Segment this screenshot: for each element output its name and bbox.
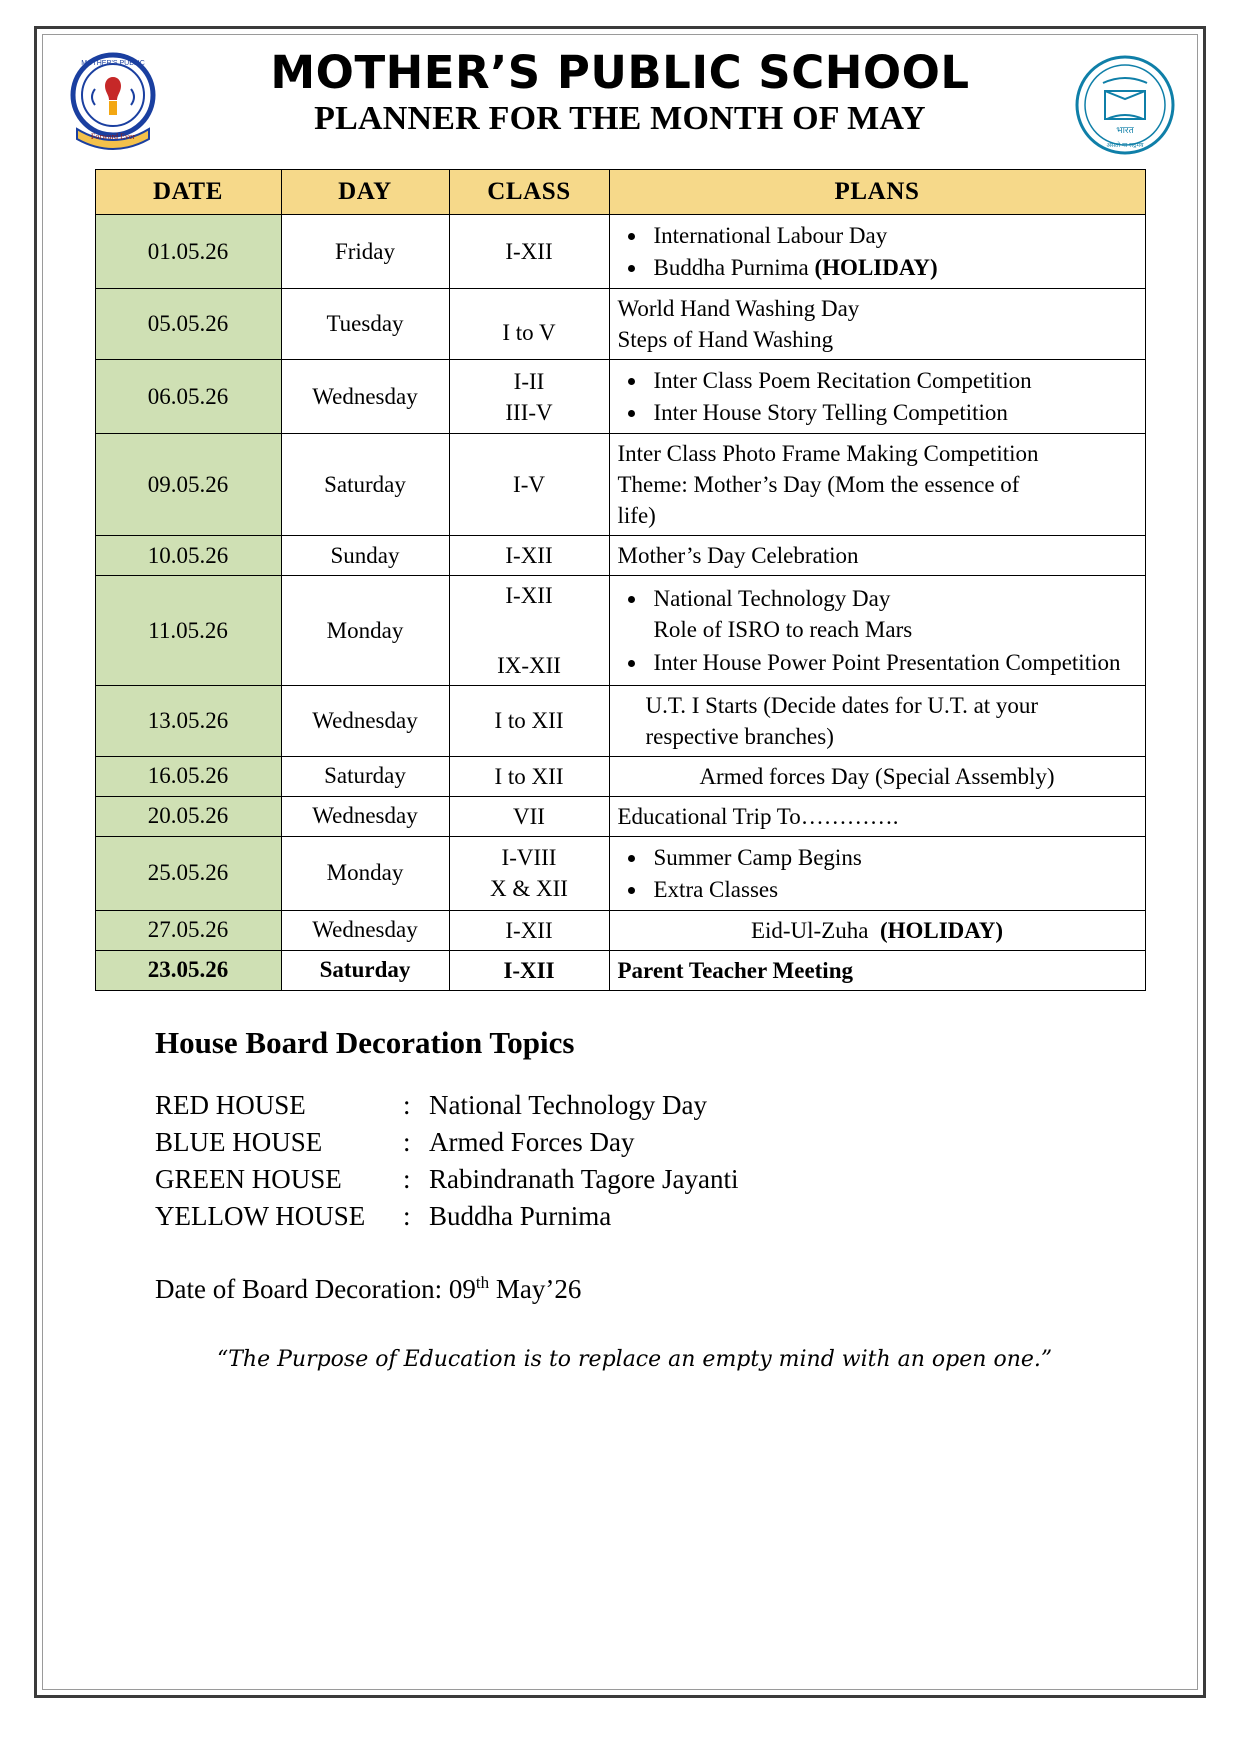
cell-class [449, 289, 609, 360]
house-topic: Buddha Purnima [429, 1200, 612, 1231]
cell-plans [609, 685, 1145, 756]
document-page [34, 26, 1206, 1698]
cell-day: Monday [281, 836, 449, 910]
cell-class: I-XII [449, 910, 609, 950]
house-row [155, 1161, 739, 1198]
cell-date: 11.05.26 [95, 576, 281, 685]
cell-class: I to XII [449, 756, 609, 796]
plan-line: • National Technology Day [653, 586, 891, 612]
house-board-title: House Board Decoration Topics [155, 1024, 575, 1060]
cbse-board-logo [1073, 53, 1177, 157]
table-row [95, 576, 1145, 685]
cell-class: I to XII [449, 685, 609, 756]
plan-item [648, 583, 1137, 645]
cell-plans [609, 836, 1145, 910]
col-header-plans: PLANS [609, 170, 1145, 215]
cell-plans: Parent Teacher Meeting [609, 950, 1145, 990]
house-name: BLUE HOUSE [155, 1126, 323, 1157]
house-row [155, 1124, 739, 1161]
table-row [95, 756, 1145, 796]
table-row [95, 950, 1145, 990]
class-line: I-XII [505, 583, 553, 609]
class-line: III-V [505, 399, 553, 425]
school-crest-logo [65, 49, 161, 153]
plan-line: life) [617, 503, 656, 529]
footer-quote: “The Purpose of Education is to replace an empty mind with an open one.” [217, 1346, 1053, 1372]
house-colon: : [403, 1163, 411, 1194]
cell-class: I-XII [449, 536, 609, 576]
house-board-section [43, 1025, 1197, 1372]
house-topics-table [155, 1087, 739, 1235]
cell-date: 13.05.26 [95, 685, 281, 756]
holiday-tag: (HOLIDAY) [814, 255, 938, 281]
plan-item: • International Labour Day [648, 220, 1137, 251]
cell-date: 05.05.26 [95, 289, 281, 360]
house-row [155, 1087, 739, 1124]
plan-item [648, 252, 1137, 283]
class-line: X & XII [490, 876, 568, 902]
class-line: IX-XII [497, 652, 561, 678]
cell-plans [609, 360, 1145, 434]
svg-text:असतो मा सद्गमय: असतो मा सद्गमय [1106, 142, 1144, 149]
cell-date: 10.05.26 [95, 536, 281, 576]
cell-class [449, 360, 609, 434]
col-header-day: DAY [281, 170, 449, 215]
planner-title: PLANNER FOR THE MONTH OF MAY [314, 100, 926, 138]
house-colon: : [403, 1126, 411, 1157]
svg-text:भारत: भारत [1116, 126, 1134, 136]
plan-line: World Hand Washing Day [617, 296, 860, 322]
cell-day: Sunday [281, 536, 449, 576]
cell-date: 27.05.26 [95, 910, 281, 950]
plan-line: U.T. I Starts (Decide dates for U.T. at your [645, 692, 1039, 718]
cell-date: 06.05.26 [95, 360, 281, 434]
house-name: RED HOUSE [155, 1089, 306, 1120]
class-line: I-II [513, 368, 545, 394]
table-row [95, 434, 1145, 536]
cell-class [449, 576, 609, 685]
cell-day: Tuesday [281, 289, 449, 360]
cell-plans: Armed forces Day (Special Assembly) [609, 756, 1145, 796]
house-topic: Armed Forces Day [429, 1126, 635, 1157]
table-row [95, 685, 1145, 756]
cell-class: I-V [449, 434, 609, 536]
table-row [95, 536, 1145, 576]
class-text: I to V [502, 319, 556, 345]
cell-day: Saturday [281, 756, 449, 796]
cell-date: 09.05.26 [95, 434, 281, 536]
cell-plans [609, 289, 1145, 360]
cell-class: I-XII [449, 950, 609, 990]
cell-date: 25.05.26 [95, 836, 281, 910]
page-inner-border [42, 34, 1198, 1690]
board-date-prefix: Date of Board Decoration: 09 [155, 1273, 476, 1304]
plan-line: Inter Class Photo Frame Making Competition [617, 441, 1039, 467]
plan-line: Theme: Mother’s Day (Mom the essence of [617, 472, 1020, 498]
cell-class [449, 836, 609, 910]
cell-date: 01.05.26 [95, 215, 281, 289]
cell-date: 23.05.26 [95, 950, 281, 990]
planner-table [95, 169, 1146, 991]
cell-class: I-XII [449, 215, 609, 289]
plan-line: respective branches) [645, 723, 834, 749]
plan-item: • Inter House Story Telling Competition [648, 397, 1137, 428]
plan-text: Buddha Purnima [653, 255, 815, 281]
cell-class: VII [449, 796, 609, 836]
house-name: YELLOW HOUSE [155, 1200, 366, 1231]
table-row [95, 796, 1145, 836]
cell-plans: Mother’s Day Celebration [609, 536, 1145, 576]
cell-plans [609, 910, 1145, 950]
school-name: MOTHER’S PUBLIC SCHOOL [270, 46, 970, 99]
cell-plans [609, 434, 1145, 536]
board-date-ordinal: th [475, 1272, 490, 1292]
house-topic: National Technology Day [429, 1089, 708, 1120]
document-header [43, 35, 1197, 163]
class-line: I-VIII [501, 845, 557, 871]
plan-line: Inter House Power Point Presentation Competition [653, 649, 1121, 675]
cell-day: Wednesday [281, 360, 449, 434]
cell-plans [609, 576, 1145, 685]
house-row [155, 1198, 739, 1235]
table-row [95, 215, 1145, 289]
table-row [95, 289, 1145, 360]
board-date-suffix: May’26 [489, 1273, 582, 1304]
house-name: GREEN HOUSE [155, 1163, 342, 1194]
cell-plans [609, 215, 1145, 289]
title-block [43, 35, 1197, 138]
table-row [95, 360, 1145, 434]
house-colon: : [403, 1089, 411, 1120]
cell-day: Wednesday [281, 796, 449, 836]
cell-date: 16.05.26 [95, 756, 281, 796]
board-decoration-date [155, 1273, 1197, 1305]
holiday-tag: (HOLIDAY) [879, 917, 1004, 943]
col-header-class: CLASS [449, 170, 609, 215]
cell-date: 20.05.26 [95, 796, 281, 836]
cell-day: Wednesday [281, 910, 449, 950]
plan-item [648, 647, 1137, 678]
cell-day: Monday [281, 576, 449, 685]
cell-day: Wednesday [281, 685, 449, 756]
plan-line: Role of ISRO to reach Mars [653, 617, 913, 643]
cell-day: Saturday [281, 434, 449, 536]
col-header-date: DATE [95, 170, 281, 215]
plan-text: Eid-Ul-Zuha [750, 917, 880, 943]
plan-item: • Summer Camp Begins [648, 842, 1137, 873]
svg-text:Forward Ever: Forward Ever [90, 132, 136, 141]
cell-day: Friday [281, 215, 449, 289]
plan-item: • Inter Class Poem Recitation Competition [648, 365, 1137, 396]
svg-text:MOTHER'S PUBLIC: MOTHER'S PUBLIC [81, 60, 145, 67]
table-row [95, 836, 1145, 910]
house-colon: : [403, 1200, 411, 1231]
table-row [95, 910, 1145, 950]
cell-plans: Educational Trip To…………. [609, 796, 1145, 836]
plan-line: Steps of Hand Washing [617, 327, 834, 353]
house-topic: Rabindranath Tagore Jayanti [429, 1163, 739, 1194]
plan-item: • Extra Classes [648, 874, 1137, 905]
table-header-row [95, 170, 1145, 215]
cell-day: Saturday [281, 950, 449, 990]
